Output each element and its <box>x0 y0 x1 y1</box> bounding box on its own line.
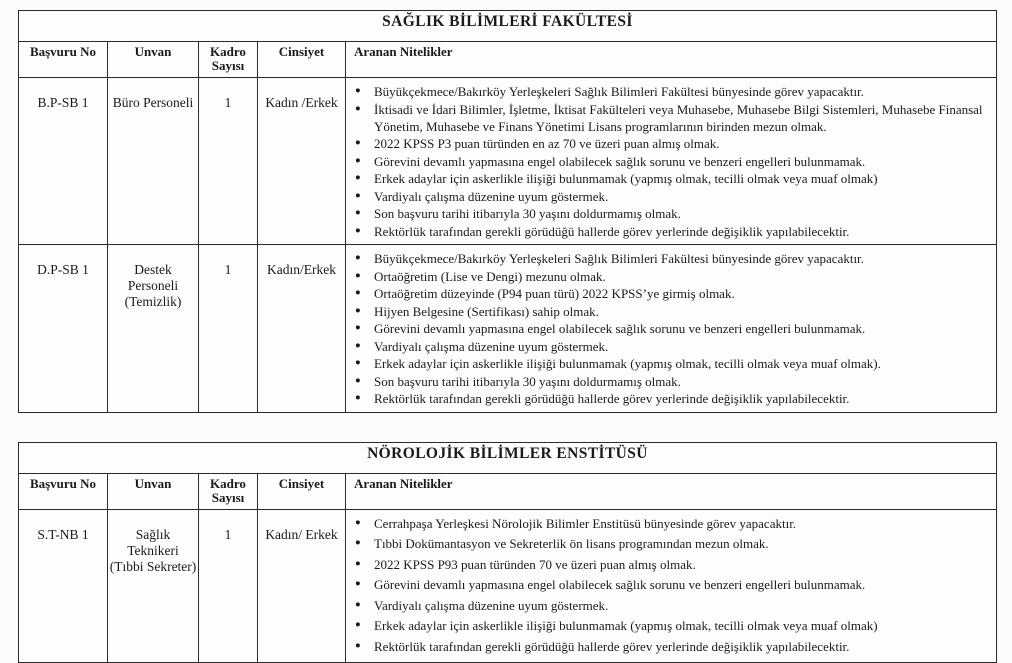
bullet-icon: ● <box>355 170 361 187</box>
bullet-icon: ● <box>355 223 361 240</box>
column-header-row <box>19 473 997 509</box>
requirement-text: 2022 KPSS P93 puan türünden 70 ve üzeri puan almış olmak. <box>374 557 696 572</box>
requirement-text: Ortaöğretim düzeyinde (P94 puan türü) 2022 KPSS’ye girmiş olmak. <box>374 286 735 301</box>
column-header-unvan: Unvan <box>108 473 199 509</box>
cell-unvan: Destek Personeli (Temizlik) <box>108 245 199 413</box>
requirement-item <box>346 170 988 187</box>
column-header-aranan-nitelikler: Aranan Nitelikler <box>346 42 997 78</box>
cell-basvuru-no: B.P-SB 1 <box>19 78 108 245</box>
bullet-icon: ● <box>355 338 361 355</box>
bullet-icon: ● <box>355 135 361 152</box>
bullet-icon: ● <box>355 303 361 320</box>
cell-kadro-sayisi: 1 <box>199 509 258 663</box>
requirement-item <box>346 638 988 655</box>
cell-aranan-nitelikler <box>346 245 997 413</box>
requirement-text: İktisadi ve İdari Bilimler, İşletme, İktisat Fakülteleri veya Muhasebe, Muhasebe Bilgi Sistemleri, Muhasebe Finansal Yönetim, Muhasebe ve Finans Yönetimi Lisans programlarının birinden mezun olmak. <box>374 102 983 134</box>
requirement-item <box>346 556 988 573</box>
requirement-text: Hijyen Belgesine (Sertifikası) sahip olmak. <box>374 304 599 319</box>
requirement-text: Tıbbi Dokümantasyon ve Sekreterlik ön lisans programından mezun olmak. <box>374 536 769 551</box>
requirement-item <box>346 205 988 222</box>
requirement-text: Büyükçekmece/Bakırköy Yerleşkeleri Sağlık Bilimleri Fakültesi bünyesinde görev yapacaktır. <box>374 251 864 266</box>
cell-aranan-nitelikler <box>346 78 997 245</box>
table-title-row <box>19 442 997 473</box>
cell-unvan: Sağlık Teknikeri (Tıbbi Sekreter) <box>108 509 199 663</box>
cell-aranan-nitelikler <box>346 509 997 663</box>
requirement-item <box>346 390 988 407</box>
requirement-text: Ortaöğretim (Lise ve Dengi) mezunu olmak. <box>374 269 606 284</box>
bullet-icon: ● <box>355 515 361 532</box>
requirement-text: Görevini devamlı yapmasına engel olabilecek sağlık sorunu ve benzeri engelleri bulunmamak. <box>374 321 865 336</box>
document-page <box>0 10 1012 650</box>
requirement-item <box>346 617 988 634</box>
cell-kadro-sayisi: 1 <box>199 245 258 413</box>
requirement-item <box>346 83 988 100</box>
bullet-icon: ● <box>355 268 361 285</box>
requirements-list <box>346 250 988 407</box>
column-header-unvan: Unvan <box>108 42 199 78</box>
requirements-list <box>346 515 988 655</box>
table-title: NÖROLOJİK BİLİMLER ENSTİTÜSÜ <box>19 442 997 473</box>
requirement-item <box>346 355 988 372</box>
requirement-text: Erkek adaylar için askerlikle ilişiği bulunmamak (yapmış olmak, tecilli olmak veya muaf olmak) <box>374 171 878 186</box>
bullet-icon: ● <box>355 597 361 614</box>
bullet-icon: ● <box>355 638 361 655</box>
requirement-text: Büyükçekmece/Bakırköy Yerleşkeleri Sağlık Bilimleri Fakültesi bünyesinde görev yapacaktır. <box>374 84 864 99</box>
bullet-icon: ● <box>355 617 361 634</box>
requirement-item <box>346 135 988 152</box>
cell-unvan: Büro Personeli <box>108 78 199 245</box>
column-header-aranan-nitelikler: Aranan Nitelikler <box>346 473 997 509</box>
cell-basvuru-no: S.T-NB 1 <box>19 509 108 663</box>
column-header-basvuru-no: Başvuru No <box>19 473 108 509</box>
cell-basvuru-no: D.P-SB 1 <box>19 245 108 413</box>
requirement-text: Erkek adaylar için askerlikle ilişiği bulunmamak (yapmış olmak, tecilli olmak veya muaf olmak). <box>374 356 881 371</box>
requirement-text: Son başvuru tarihi itibarıyla 30 yaşını doldurmamış olmak. <box>374 206 681 221</box>
bullet-icon: ● <box>355 205 361 222</box>
table-row <box>19 509 997 663</box>
requirement-text: Rektörlük tarafından gerekli görüdüğü hallerde görev yerlerinde değişiklik yapılabilecektir. <box>374 224 849 239</box>
cell-cinsiyet: Kadın/ Erkek <box>258 509 346 663</box>
requirement-text: 2022 KPSS P3 puan türünden en az 70 ve üzeri puan almış olmak. <box>374 136 720 151</box>
requirement-text: Görevini devamlı yapmasına engel olabilecek sağlık sorunu ve benzeri engelleri bulunmamak. <box>374 577 865 592</box>
table-row <box>19 78 997 245</box>
bullet-icon: ● <box>355 188 361 205</box>
column-header-row <box>19 42 997 78</box>
requirement-item <box>346 515 988 532</box>
requirement-item <box>346 250 988 267</box>
column-header-cinsiyet: Cinsiyet <box>258 473 346 509</box>
cell-kadro-sayisi: 1 <box>199 78 258 245</box>
table-title: SAĞLIK BİLİMLERİ FAKÜLTESİ <box>19 11 997 42</box>
bullet-icon: ● <box>355 320 361 337</box>
requirement-item <box>346 223 988 240</box>
bullet-icon: ● <box>355 153 361 170</box>
requirement-text: Rektörlük tarafından gerekli görüdüğü hallerde görev yerlerinde değişiklik yapılabilecektir. <box>374 391 849 406</box>
bullet-icon: ● <box>355 250 361 267</box>
bullet-icon: ● <box>355 535 361 552</box>
bullet-icon: ● <box>355 576 361 593</box>
requirement-item <box>346 153 988 170</box>
requirement-item <box>346 285 988 302</box>
requirement-item <box>346 101 988 135</box>
column-header-basvuru-no: Başvuru No <box>19 42 108 78</box>
requirement-text: Vardiyalı çalışma düzenine uyum göstermek. <box>374 598 608 613</box>
bullet-icon: ● <box>355 373 361 390</box>
column-header-kadro-sayisi: Kadro Sayısı <box>199 42 258 78</box>
requirements-list <box>346 83 988 240</box>
bullet-icon: ● <box>355 556 361 573</box>
requirement-item <box>346 373 988 390</box>
requirement-text: Vardiyalı çalışma düzenine uyum göstermek. <box>374 339 608 354</box>
requirement-item <box>346 576 988 593</box>
requirement-item <box>346 268 988 285</box>
requirement-item <box>346 535 988 552</box>
table-saglik-bilimleri-fakultesi <box>18 10 997 413</box>
table-row <box>19 245 997 413</box>
requirement-item <box>346 303 988 320</box>
requirement-text: Erkek adaylar için askerlikle ilişiği bulunmamak (yapmış olmak, tecilli olmak veya muaf olmak) <box>374 618 878 633</box>
bullet-icon: ● <box>355 285 361 302</box>
column-header-kadro-sayisi: Kadro Sayısı <box>199 473 258 509</box>
cell-cinsiyet: Kadın/Erkek <box>258 245 346 413</box>
requirement-text: Cerrahpaşa Yerleşkesi Nörolojik Bilimler Enstitüsü bünyesinde görev yapacaktır. <box>374 516 796 531</box>
requirement-item <box>346 320 988 337</box>
cell-cinsiyet: Kadın /Erkek <box>258 78 346 245</box>
requirement-item <box>346 188 988 205</box>
column-header-cinsiyet: Cinsiyet <box>258 42 346 78</box>
bullet-icon: ● <box>355 355 361 372</box>
requirement-item <box>346 338 988 355</box>
bullet-icon: ● <box>355 83 361 100</box>
table-norolojik-bilimler-enstitusu <box>18 442 997 663</box>
bullet-icon: ● <box>355 101 361 118</box>
requirement-text: Son başvuru tarihi itibarıyla 30 yaşını doldurmamış olmak. <box>374 374 681 389</box>
requirement-text: Görevini devamlı yapmasına engel olabilecek sağlık sorunu ve benzeri engelleri bulunmamak. <box>374 154 865 169</box>
table-title-row <box>19 11 997 42</box>
requirement-item <box>346 597 988 614</box>
requirement-text: Rektörlük tarafından gerekli görüdüğü hallerde görev yerlerinde değişiklik yapılabilecektir. <box>374 639 849 654</box>
bullet-icon: ● <box>355 390 361 407</box>
requirement-text: Vardiyalı çalışma düzenine uyum göstermek. <box>374 189 608 204</box>
